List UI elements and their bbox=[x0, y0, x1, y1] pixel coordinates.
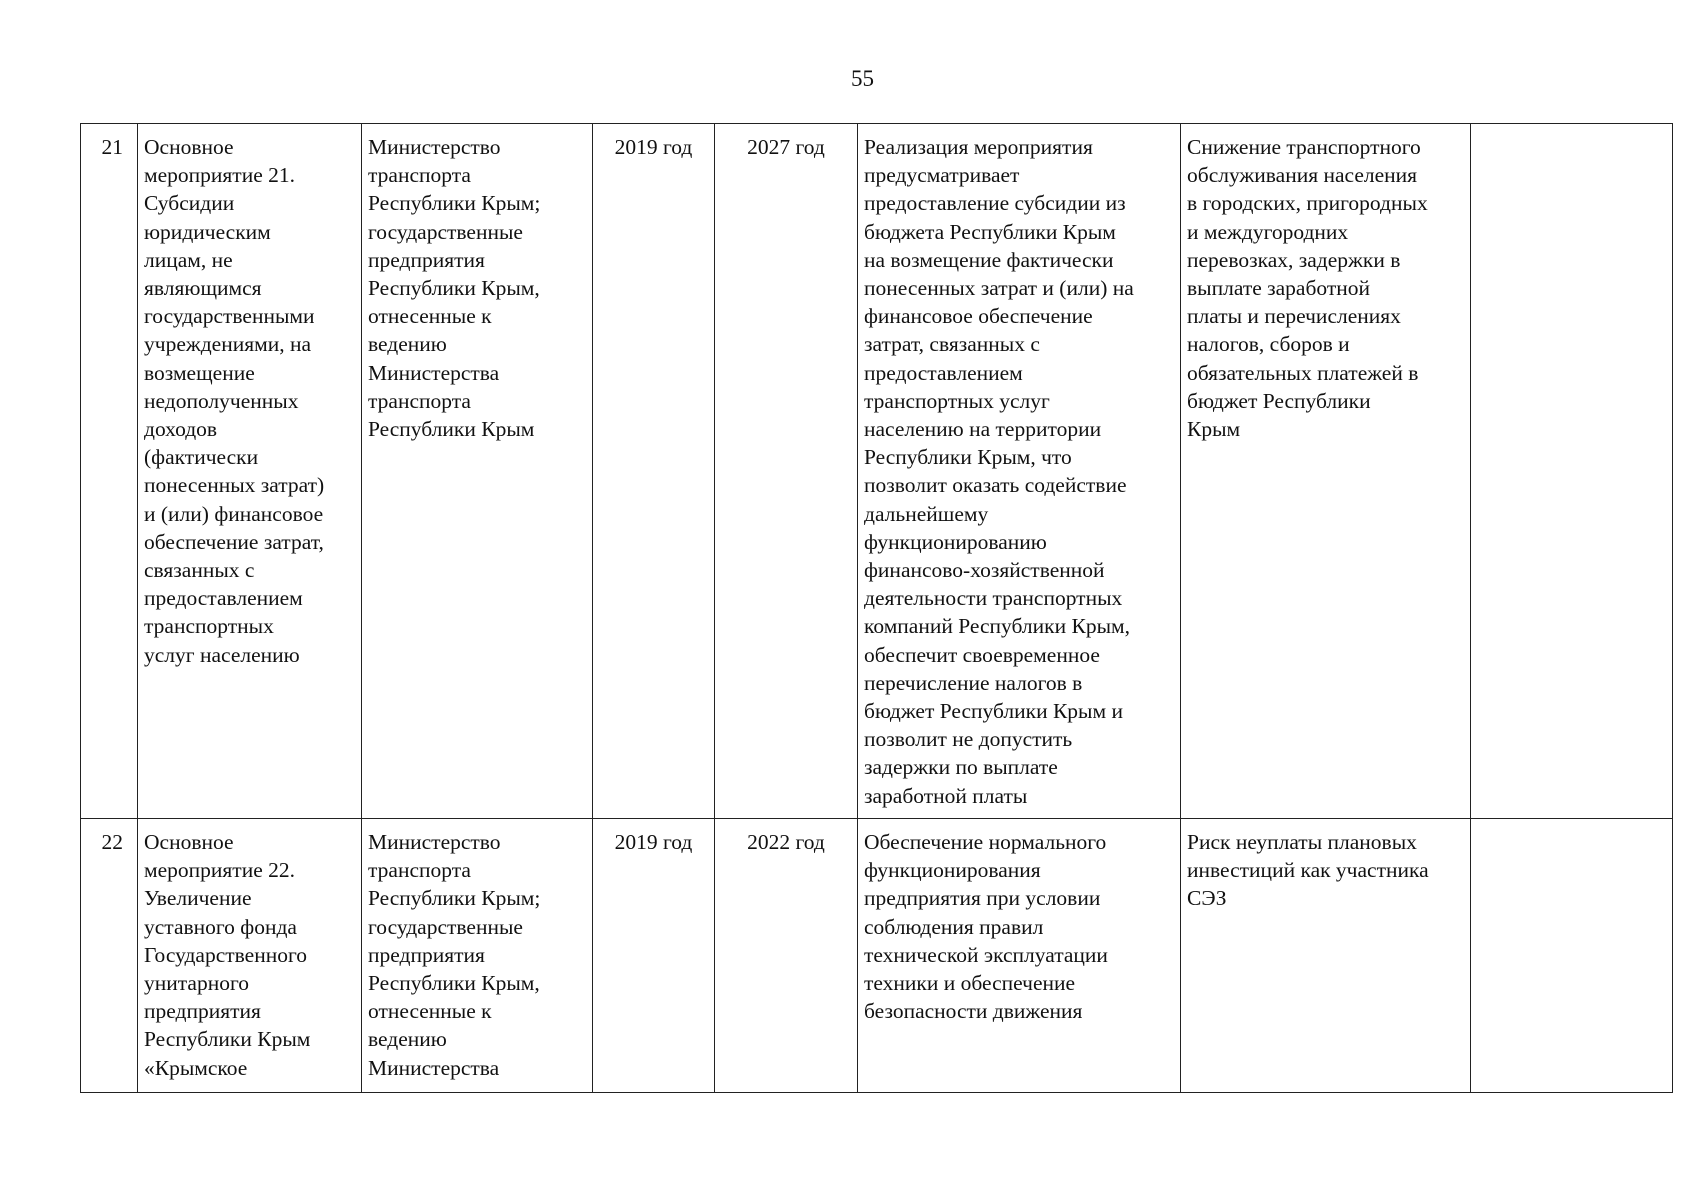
executor-cell bbox=[362, 819, 593, 1093]
row-number-cell bbox=[81, 124, 138, 819]
measure-name-cell bbox=[138, 124, 362, 819]
expected-result: Реализация мероприятия предусматривает предоставление субсидии из бюджета Республики Крым на возмещение фактически понесенных затрат и (или) на финансовое обеспечение затрат, связанных с предоставлением транспортных услуг населению на территории Республики Крым, что позволит оказать содействие дальнейшему функционированию финансово-хозяйственной деятельности транспортных компаний Республики Крым, обеспечит своевременное перечисление налогов в бюджет Республики Крым и позволит не допустить задержки по выплате заработной платы bbox=[864, 135, 1134, 808]
end-year: 2022 год bbox=[747, 830, 825, 854]
expected-result-cell bbox=[858, 124, 1181, 819]
row-number-cell bbox=[81, 819, 138, 1093]
measure-name-cell bbox=[138, 819, 362, 1093]
consequences-cell bbox=[1181, 124, 1471, 819]
measure-name: Основное мероприятие 21. Субсидии юридическим лицам, не являющимся государственными учреждениями, на возмещение недополученных доходов (фактически понесенных затрат) и (или) финансовое обеспечение затрат, связанных с предоставлением транспортных услуг населению bbox=[144, 135, 325, 667]
consequences-cell bbox=[1181, 819, 1471, 1093]
start-year: 2019 год bbox=[614, 135, 693, 159]
row-number: 21 bbox=[101, 135, 123, 159]
measures-table bbox=[80, 123, 1673, 1093]
row-number: 22 bbox=[101, 830, 123, 854]
end-year: 2027 год bbox=[747, 135, 825, 159]
executor-cell bbox=[362, 124, 593, 819]
executor-text: Министерство транспорта Республики Крым; государственные предприятия Республики Крым, отнесенные к ведению Министерства транспорта Республики Крым bbox=[368, 135, 541, 442]
link-cell bbox=[1471, 819, 1673, 1093]
end-year-cell bbox=[715, 124, 858, 819]
link-cell bbox=[1471, 124, 1673, 819]
start-year: 2019 год bbox=[614, 830, 693, 854]
consequences-text: Снижение транспортного обслуживания населения в городских, пригородных и междугородних перевозках, задержки в выплате заработной платы и перечислениях налогов, сборов и обязательных платежей в бюджет Республики Крым bbox=[1187, 135, 1428, 442]
end-year-cell bbox=[715, 819, 858, 1093]
table-row bbox=[81, 124, 1673, 819]
expected-result: Обеспечение нормального функционирования предприятия при условии соблюдения правил технической эксплуатации техники и обеспечение безопасности движения bbox=[864, 830, 1108, 1024]
measure-name: Основное мероприятие 22. Увеличение уставного фонда Государственного унитарного предприятия Республики Крым «Крымское bbox=[144, 830, 311, 1080]
table-row bbox=[81, 819, 1673, 1093]
start-year-cell bbox=[593, 124, 715, 819]
executor-text: Министерство транспорта Республики Крым; государственные предприятия Республики Крым, отнесенные к ведению Министерства bbox=[368, 830, 541, 1080]
page-number: 55 bbox=[851, 66, 874, 91]
start-year-cell bbox=[593, 819, 715, 1093]
consequences-text: Риск неуплаты плановых инвестиций как участника СЭЗ bbox=[1187, 830, 1429, 911]
expected-result-cell bbox=[858, 819, 1181, 1093]
